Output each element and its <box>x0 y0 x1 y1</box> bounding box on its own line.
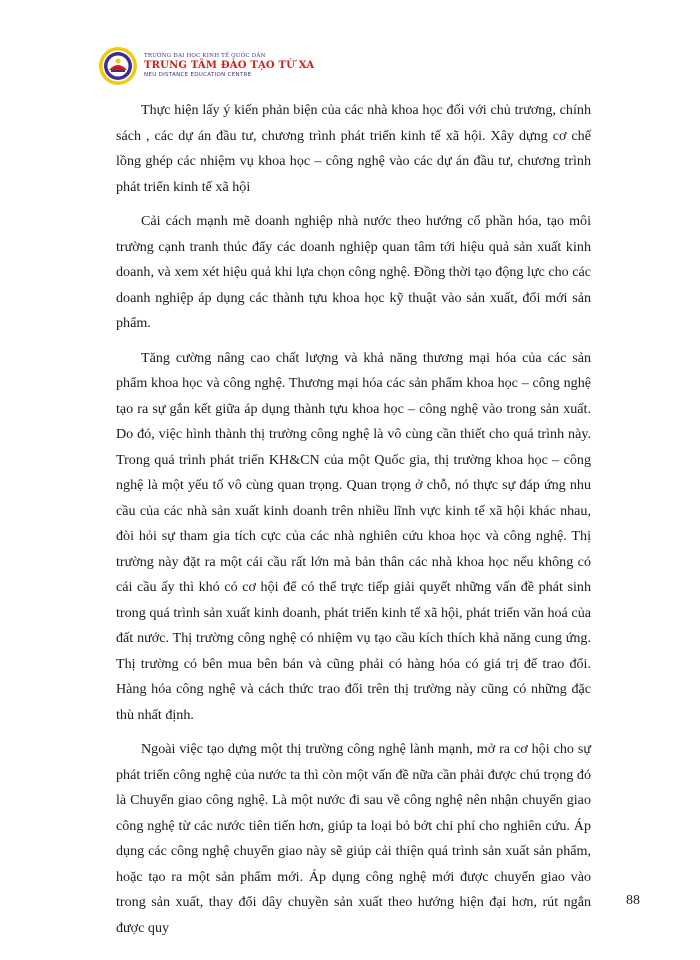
header-text <box>144 54 314 79</box>
university-logo-icon <box>98 46 138 86</box>
centre-name: TRUNG TÂM ĐÀO TẠO TỪ XA <box>144 60 315 71</box>
page-number: 88 <box>626 893 640 908</box>
page-header <box>98 46 314 86</box>
paragraph-1: Thực hiện lấy ý kiến phản biện của các nhà khoa học đối với chủ trương, chính sách , các dự án đầu tư, chương trình phát triển kinh tế xã hội. Xây dựng cơ chế lồng ghép các nhiệm vụ khoa học – công nghệ vào các dự án đầu tư, chương trình phát triển kinh tế xã hội <box>116 102 591 195</box>
paragraph-3: Tăng cường nâng cao chất lượng và khả năng thương mại hóa của các sản phẩm khoa học và công nghệ. Thương mại hóa các sản phẩm khoa học – công nghệ tạo ra sự gắn kết giữa áp dụng thành tựu khoa học – công nghệ vào trong sản xuất. Do đó, việc hình thành thị trường công nghệ là vô cùng cần thiết cho quá trình này. Trong quá trình phát triển KH&CN của một Quốc gia, thị trường khoa học – công nghệ là một yếu tố vô cùng quan trọng. Quan trọng ở chỗ, nó thực sự đáp ứng nhu cầu của các nhà sản xuất kinh doanh trên nhiều lĩnh vực kinh tế xã hội khác nhau, đòi hỏi sự tham gia tích cực của các nhà nghiên cứu khoa học và công nghệ. Thị trường này đặt ra một cái cầu rất lớn mà bản thân các nhà khoa học nếu không có cái cầu ấy thì khó có cơ hội để có thể trực tiếp giải quyết những vấn đề phát sinh trong quá trình sản xuất kinh doanh, phát triển kinh tế xã hội, phát triển văn hoá của đất nước. Thị trường công nghệ có nhiệm vụ tạo cầu kích thích khả năng cung ứng. Thị trường có bên mua bên bán và cũng phải có hàng hóa có giá trị để trao đổi. Hàng hóa công nghệ và cách thức trao đổi trên thị trường này cũng có những đặc thù nhất định. <box>116 349 591 723</box>
centre-english-name: NEU DISTANCE EDUCATION CENTRE <box>144 72 252 78</box>
paragraph-4: Ngoài việc tạo dựng một thị trường công nghệ lành mạnh, mở ra cơ hội cho sự phát triển công nghệ của nước ta thì còn một vấn đề nữa cần phải được chú trọng đó là Chuyển giao công nghệ. Là một nước đi sau về công nghệ nên nhận chuyển giao công nghệ từ các nước tiên tiến hơn, giúp ta loại bỏ bớt chi phí cho nghiên cứu. Áp dụng các công nghệ chuyển giao này sẽ giúp cải thiện quá trình sản xuất sản phẩm, hoặc tạo ra một sản phẩm mới. Áp dụng công nghệ mới được chuyển giao vào trong sản xuất, thay đổi dây chuyền sản xuất theo hướng hiện đại hơn, rút ngắn được quy <box>116 741 591 936</box>
document-body <box>116 98 591 950</box>
school-name: TRƯỜNG ĐẠI HỌC KINH TẾ QUỐC DÂN <box>144 52 266 59</box>
paragraph-2: Cải cách mạnh mẽ doanh nghiệp nhà nước theo hướng cổ phần hóa, tạo môi trường cạnh tranh thúc đẩy các doanh nghiệp quan tâm tới hiệu quả sản xuất kinh doanh, và xem xét hiệu quả khi lựa chọn công nghệ. Đồng thời tạo động lực cho các doanh nghiệp áp dụng các thành tựu khoa học kỹ thuật vào sản xuất, đổi mới sản phẩm. <box>116 213 591 331</box>
